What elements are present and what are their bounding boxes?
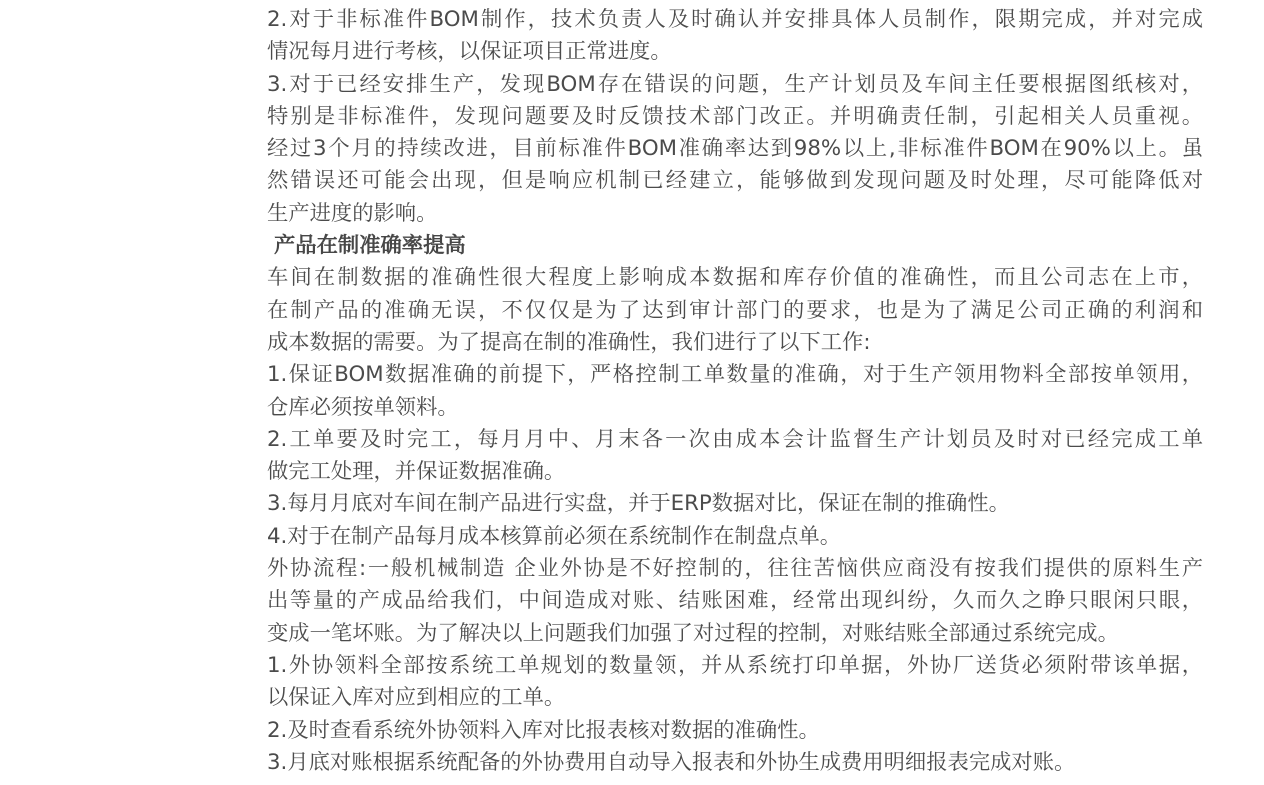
text-line: 特别是非标准件，发现问题要及时反馈技术部门改正。并明确责任制，引起相关人员重视。 bbox=[267, 103, 1203, 129]
text-line: 然错误还可能会出现，但是响应机制已经建立，能够做到发现问题及时处理，尽可能降低对 bbox=[267, 168, 1203, 194]
text-line: 经过3个月的持续改进，目前标准件BOM准确率达到98%以上,非标准件BOM在90%以上。虽 bbox=[267, 136, 1203, 162]
text-line: 3.每月月底对车间在制产品进行实盘，并于ERP数据对比，保证在制的推确性。 bbox=[267, 491, 1010, 517]
text-line: 3.月底对账根据系统配备的外协费用自动导入报表和外协生成费用明细报表完成对账。 bbox=[267, 749, 1076, 775]
text-line: 2.工单要及时完工，每月月中、月末各一次由成本会计监督生产计划员及时对已经完成工单 bbox=[267, 426, 1203, 452]
text-line: 1.外协领料全部按系统工单规划的数量领，并从系统打印单据，外协厂送货必须附带该单据， bbox=[267, 652, 1203, 678]
text-line: 以保证入库对应到相应的工单。 bbox=[267, 685, 566, 711]
text-line: 出等量的产成品给我们，中间造成对账、结账困难，经常出现纠纷，久而久之睁只眼闲只眼， bbox=[267, 588, 1203, 614]
text-line: 仓库必须按单领料。 bbox=[267, 394, 459, 420]
article-text bbox=[267, 4, 1203, 779]
text-line: 生产进度的影响。 bbox=[267, 200, 438, 226]
text-line: 1.保证BOM数据准确的前提下，严格控制工单数量的准确，对于生产领用物料全部按单领用， bbox=[267, 362, 1203, 388]
text-line: 成本数据的需要。为了提高在制的准确性，我们进行了以下工作: bbox=[267, 329, 871, 355]
text-line: 在制产品的准确无误，不仅仅是为了达到审计部门的要求，也是为了满足公司正确的利润和 bbox=[267, 297, 1203, 323]
text-line: 变成一笔坏账。为了解决以上问题我们加强了对过程的控制，对账结账全部通过系统完成。 bbox=[267, 620, 1119, 646]
text-line: 做完工处理，并保证数据准确。 bbox=[267, 459, 566, 485]
section-heading: 产品在制准确率提高 bbox=[274, 233, 466, 259]
document-page bbox=[267, 4, 1203, 779]
text-line: 2.及时查看系统外协领料入库对比报表核对数据的准确性。 bbox=[267, 717, 820, 743]
text-line: 2.对于非标准件BOM制作，技术负责人及时确认并安排具体人员制作，限期完成，并对完成 bbox=[267, 7, 1203, 32]
text-line: 车间在制数据的准确性很大程度上影响成本数据和库存价值的准确性，而且公司志在上市， bbox=[267, 265, 1203, 291]
text-line: 情况每月进行考核，以保证项目正常进度。 bbox=[267, 39, 672, 65]
text-line: 外协流程:一般机械制造 企业外协是不好控制的，往往苦恼供应商没有按我们提供的原料生产 bbox=[267, 556, 1203, 582]
text-line: 4.对于在制产品每月成本核算前必须在系统制作在制盘点单。 bbox=[267, 523, 842, 549]
text-line: 3.对于已经安排生产，发现BOM存在错误的问题，生产计划员及车间主任要根据图纸核对， bbox=[267, 71, 1203, 97]
